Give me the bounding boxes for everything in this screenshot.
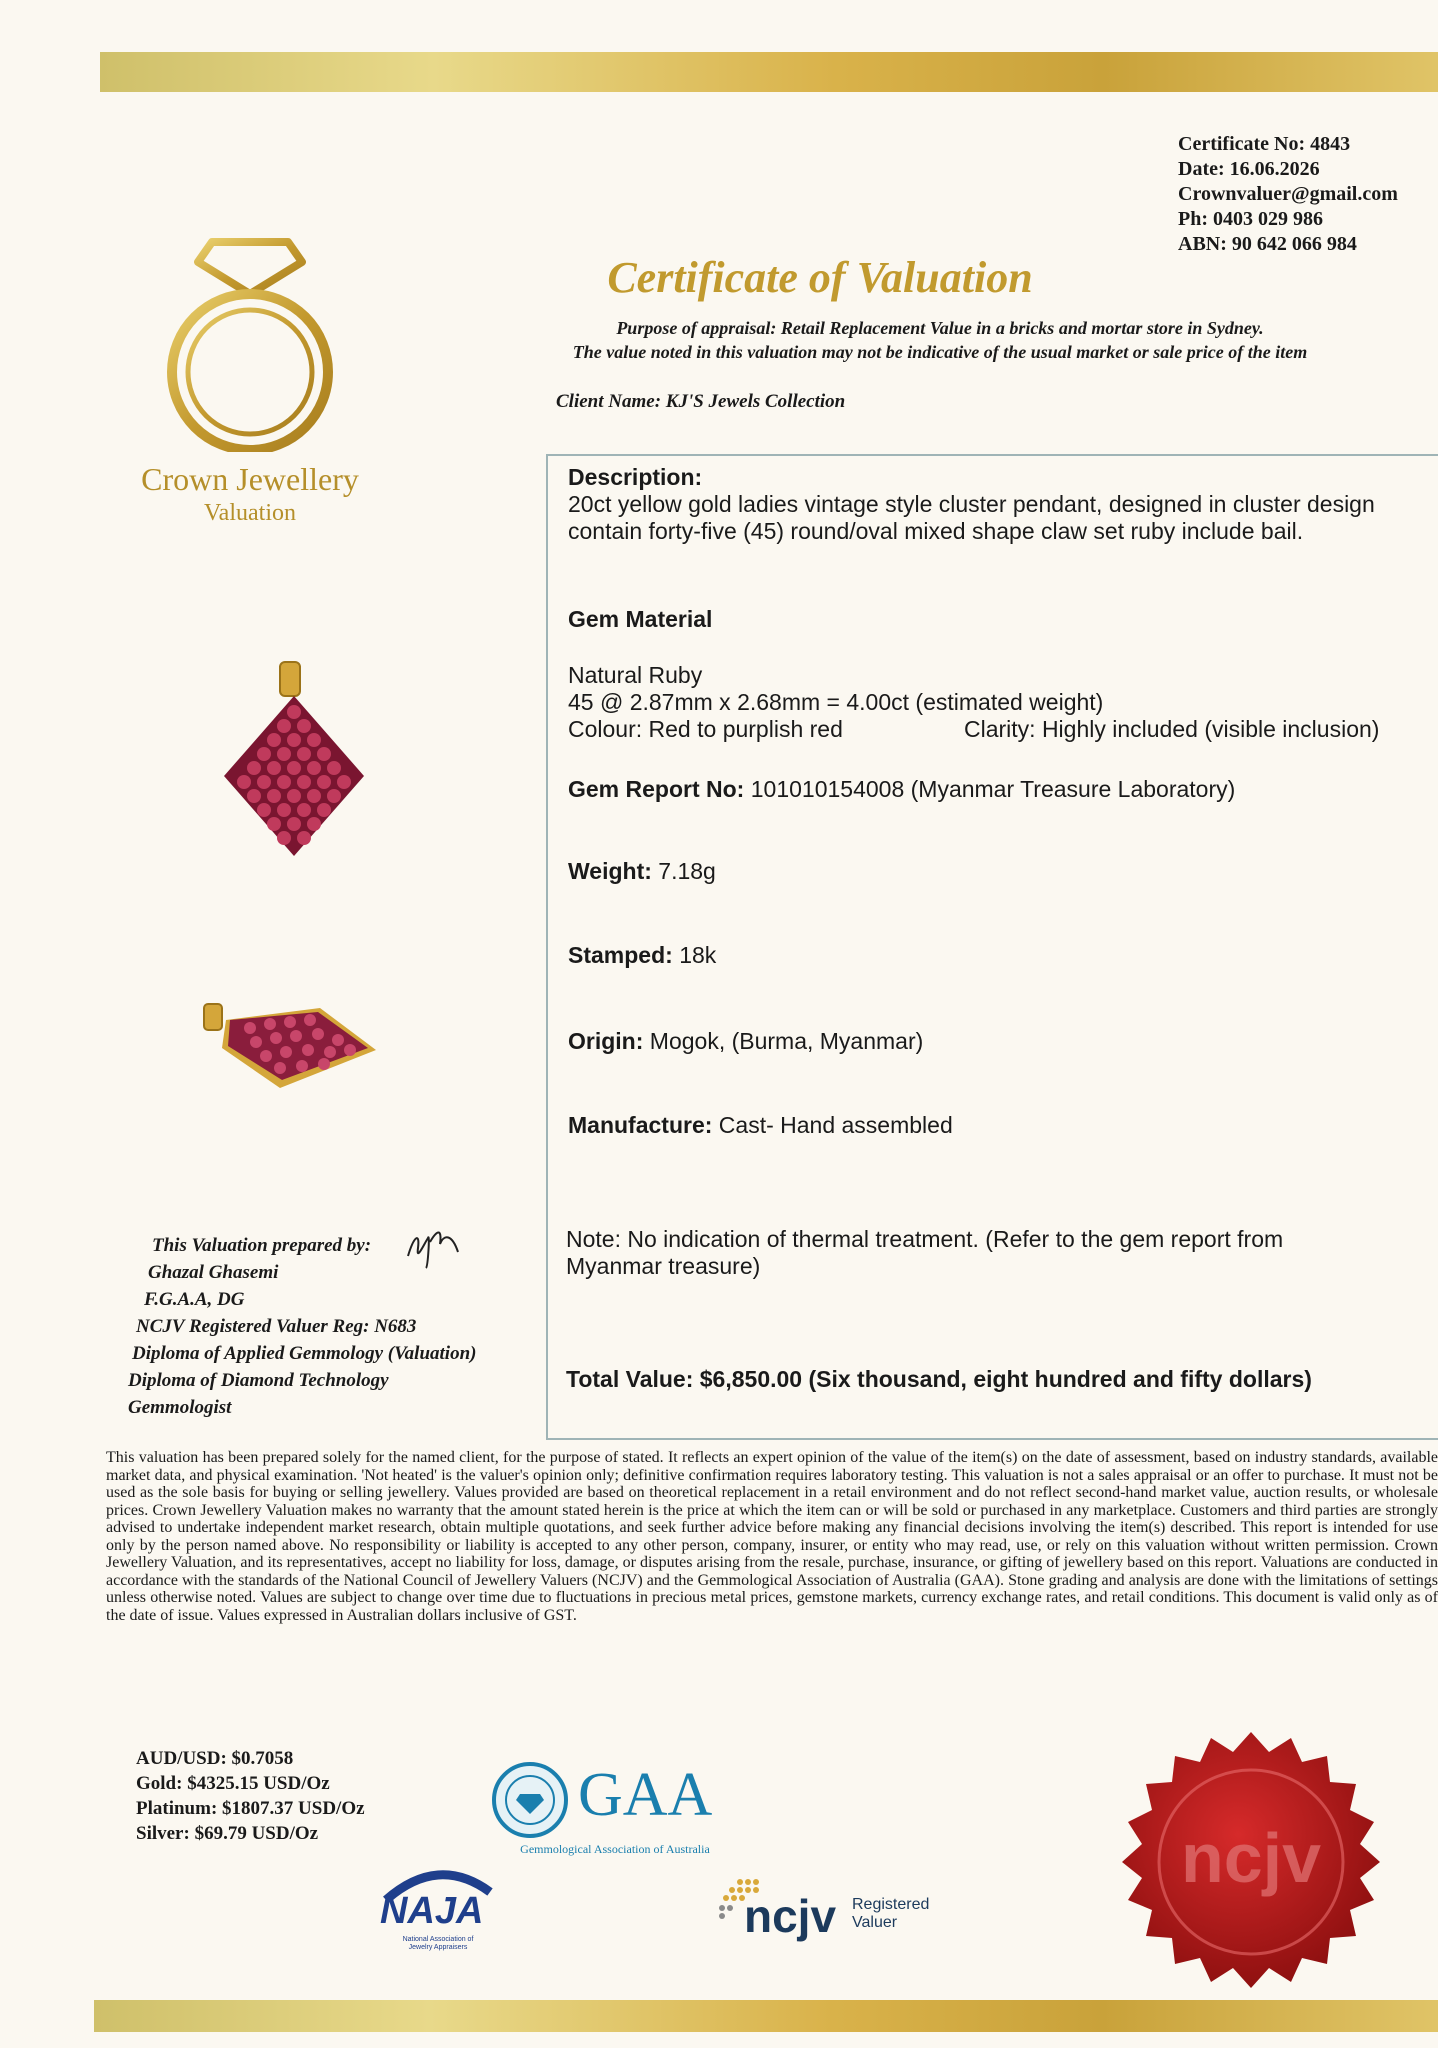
brand-name bbox=[100, 462, 400, 530]
wax-seal-icon bbox=[1106, 1726, 1396, 2016]
page-title: Certificate of Valuation bbox=[607, 253, 1033, 302]
naja-sub-2: Jewelry Appraisers bbox=[408, 1944, 468, 1951]
client-name: Client Name: KJ'S Jewels Collection bbox=[556, 391, 846, 412]
top-gold-bar bbox=[100, 52, 1438, 92]
platinum-price: Platinum: $1807.37 USD/Oz bbox=[136, 1798, 365, 1819]
preparer-title: Gemmologist bbox=[128, 1397, 232, 1418]
signature bbox=[404, 1226, 464, 1275]
purpose-text bbox=[470, 316, 1410, 364]
disclaimer-text: This valuation has been prepared solely for the named client, for the purpose of stated. It reflects an expert opinion of the value of the item(s) on the date of assessment, based on industry standards, available market data, and physical examination. 'Not heated' is the valuer's opinion only; definitive confirmation requires laboratory testing. This valuation is not a sales appraisal or an offer to purchase. It must not be used as the sole basis for buying or selling jewellery. Values provided are based on theoretical replacement in a retail environment and do not reflect second-hand market value, auction results, or wholesale prices. Crown Jewellery Valuation makes no warranty that the amount stated herein is the price at which the item can or will be sold or purchased in any marketplace. Customers and third parties are strongly advised to undertake independent market research, obtain multiple quotations, and seek further advice before making any financial decisions involving the item(s) described. This report is intended for use only by the person named above. No responsibility or liability is accepted to any other person, company, insurer, or entity who may read, use, or rely on this valuation without written permission. Crown Jewellery Valuation, and its representatives, accept no liability for loss, damage, or disputes arising from the resale, purchase, insurance, or gifting of jewellery based on this report. Valuations are conducted in accordance with the standards of the National Council of Jewellery Valuers (NCJV) and the Gemmological Association of Australia (GAA). Stone grading and analysis are done with the limitations of settings unless otherwise noted. Values are subject to change over time due to fluctuations in precious metal prices, gemstone markets, currency exchange rates, and retail conditions. This document is valid only as of the date of issue. Values expressed in Australian dollars inclusive of GST. bbox=[106, 1449, 1438, 1624]
ncjv-registered: Registered bbox=[852, 1896, 930, 1913]
naja-wordmark: NAJA bbox=[380, 1890, 484, 1932]
gem-clarity: Clarity: Highly included (visible inclusion) bbox=[964, 716, 1380, 742]
pendant-front-image bbox=[214, 660, 374, 860]
crown-ring-logo bbox=[150, 232, 350, 457]
svg-text:ncjv: ncjv bbox=[1180, 1819, 1322, 1897]
preparer-name: Ghazal Ghasemi bbox=[148, 1262, 279, 1283]
gaa-wordmark: GAA bbox=[578, 1761, 713, 1829]
gold-price: Gold: $4325.15 USD/Oz bbox=[136, 1773, 330, 1794]
pendant-side-icon bbox=[200, 996, 380, 1096]
origin bbox=[568, 1028, 923, 1055]
contact-email: Crownvaluer@gmail.com bbox=[1178, 183, 1398, 205]
ncjv-wordmark: ncjv bbox=[744, 1890, 837, 1942]
treatment-note: Note: No indication of thermal treatment. (Refer to the gem report from Myanmar treasure) bbox=[566, 1226, 1284, 1279]
manufacture-value: Cast- Hand assembled bbox=[718, 1112, 953, 1138]
bottom-gold-bar bbox=[94, 2000, 1438, 2032]
abn-number: ABN: 90 642 066 984 bbox=[1178, 233, 1357, 255]
gaa-full-name: Gemmological Association of Australia bbox=[520, 1842, 710, 1856]
description-text: 20ct yellow gold ladies vintage style cluster pendant, designed in cluster design contain forty-five (45) round/oval mixed shape claw set ruby include bail. bbox=[568, 491, 1375, 544]
wax-seal bbox=[1106, 1726, 1396, 2016]
gem-report bbox=[568, 776, 1235, 803]
naja-logo bbox=[378, 1862, 498, 1962]
gaa-emblem-icon bbox=[490, 1760, 570, 1840]
stamped bbox=[568, 942, 716, 969]
origin-label: Origin: bbox=[568, 1028, 644, 1054]
certificate-number: Certificate No: 4843 bbox=[1178, 133, 1351, 155]
preparer-block bbox=[112, 1232, 542, 1421]
gem-report-value: 101010154008 (Myanmar Treasure Laboratory) bbox=[750, 776, 1236, 802]
weight-value: 7.18g bbox=[658, 858, 716, 884]
manufacture bbox=[568, 1112, 953, 1139]
preparer-credentials: F.G.A.A, DG bbox=[144, 1289, 245, 1310]
weight-label: Weight: bbox=[568, 858, 652, 884]
purpose-line-2: The value noted in this valuation may not be indicative of the usual market or sale price of the item bbox=[572, 342, 1308, 362]
preparer-diploma-gemmology: Diploma of Applied Gemmology (Valuation) bbox=[132, 1343, 477, 1364]
contact-phone: Ph: 0403 029 986 bbox=[1178, 208, 1323, 230]
gem-type: Natural Ruby bbox=[568, 662, 703, 688]
naja-sub-1: National Association of bbox=[402, 1936, 474, 1943]
pendant-front-icon bbox=[214, 660, 374, 860]
brand-subtitle: Valuation bbox=[204, 500, 296, 526]
silver-price: Silver: $69.79 USD/Oz bbox=[136, 1823, 319, 1844]
description-panel bbox=[546, 454, 1438, 1440]
manufacture-label: Manufacture: bbox=[568, 1112, 713, 1138]
certificate-date: Date: 16.06.2026 bbox=[1178, 158, 1320, 180]
pendant-side-image bbox=[200, 996, 380, 1096]
gem-size: 45 @ 2.87mm x 2.68mm = 4.00ct (estimated weight) bbox=[568, 689, 1104, 715]
metal-prices bbox=[136, 1746, 365, 1846]
purpose-line-1: Purpose of appraisal: Retail Replacement Value in a bricks and mortar store in Sydney. bbox=[616, 318, 1264, 338]
preparer-diploma-diamond: Diploma of Diamond Technology bbox=[128, 1370, 389, 1391]
ncjv-logo bbox=[716, 1876, 956, 1956]
gaa-logo bbox=[490, 1760, 740, 1860]
preparer-line-1: This Valuation prepared by: bbox=[152, 1235, 372, 1256]
description-label: Description: bbox=[568, 464, 703, 490]
weight bbox=[568, 858, 716, 885]
gem-report-label: Gem Report No: bbox=[568, 776, 745, 802]
gem-material-label: Gem Material bbox=[568, 606, 713, 632]
origin-value: Mogok, (Burma, Myanmar) bbox=[649, 1028, 924, 1054]
ring-logo-icon bbox=[150, 232, 350, 452]
certificate-info bbox=[1178, 132, 1438, 257]
signature-icon bbox=[404, 1226, 464, 1270]
total-value: Total Value: $6,850.00 (Six thousand, eight hundred and fifty dollars) bbox=[566, 1366, 1312, 1392]
stamped-value: 18k bbox=[679, 942, 717, 968]
aud-usd-rate: AUD/USD: $0.7058 bbox=[136, 1748, 294, 1769]
gem-colour: Colour: Red to purplish red bbox=[568, 716, 843, 742]
brand-title: Crown Jewellery bbox=[141, 461, 359, 497]
stamped-label: Stamped: bbox=[568, 942, 673, 968]
preparer-registration: NCJV Registered Valuer Reg: N683 bbox=[136, 1316, 417, 1337]
ncjv-valuer: Valuer bbox=[852, 1914, 898, 1931]
